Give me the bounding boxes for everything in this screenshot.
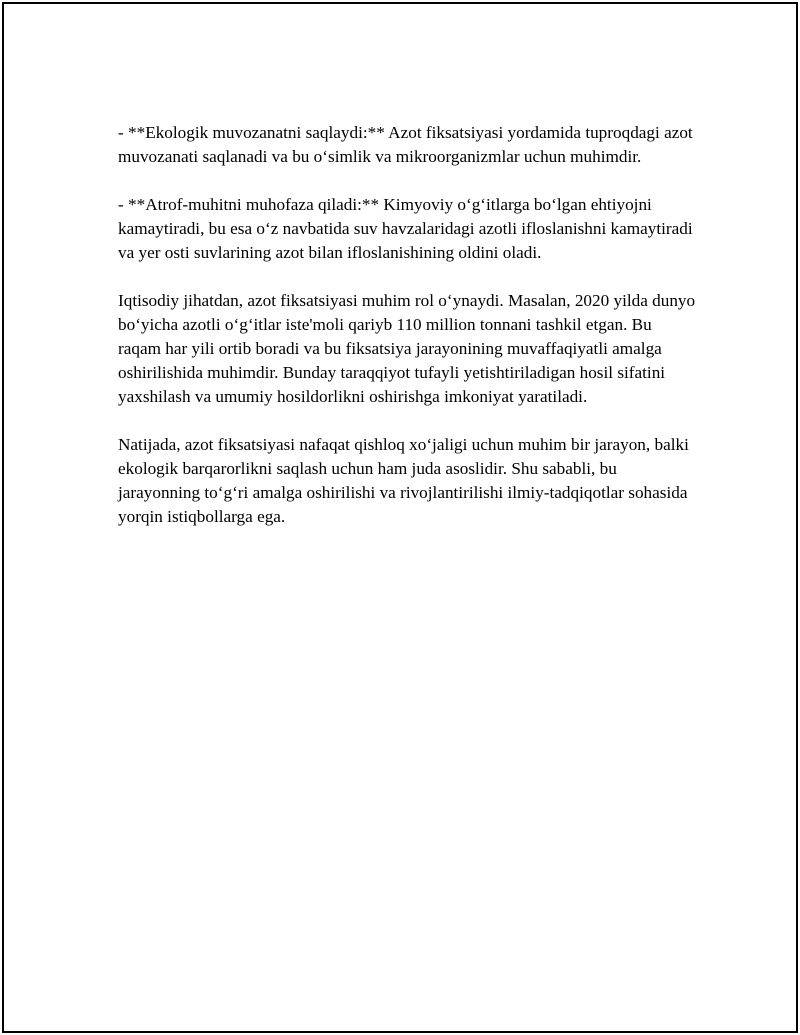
paragraph-economic-aspect: Iqtisodiy jihatdan, azot fiksatsiyasi muhim rol o‘ynaydi. Masalan, 2020 yilda dunyo bo‘yicha azotli o‘g‘itlar iste'moli qariyb 110 million tonnani tashkil etgan. Bu raqam har yili ortib boradi va bu fiksatsiya jarayonining muvaffaqiyatli amalga oshirilishida muhimdir. Bunday taraqqiyot tufayli yetishtiriladigan hosil sifatini yaxshilash va umumiy hosildorlikni oshirishga imkoniyat yaratiladi. — [118, 291, 696, 406]
document-page — [2, 2, 798, 1033]
document-body — [118, 121, 698, 553]
paragraph-environment-protection: - **Atrof-muhitni muhofaza qiladi:** Kimyoviy o‘g‘itlarga bo‘lgan ehtiyojni kamaytiradi, bu esa o‘z navbatida suv havzalaridagi azotli ifloslanishni kamaytiradi va yer osti suvlarining azot bilan ifloslanishining oldini oladi. — [118, 195, 693, 262]
paragraph-ecological-balance: - **Ekologik muvozanatni saqlaydi:** Azot fiksatsiyasi yordamida tuproqdagi azot muvozanati saqlanadi va bu o‘simlik va mikroorganizmlar uchun muhimdir. — [118, 123, 693, 166]
paragraph-conclusion: Natijada, azot fiksatsiyasi nafaqat qishloq xo‘jaligi uchun muhim bir jarayon, balki ekologik barqarorlikni saqlash uchun ham juda asoslidir. Shu sababli, bu jarayonning to‘g‘ri amalga oshirilishi va rivojlantirilishi ilmiy-tadqiqotlar sohasida yorqin istiqbollarga ega. — [118, 435, 689, 526]
